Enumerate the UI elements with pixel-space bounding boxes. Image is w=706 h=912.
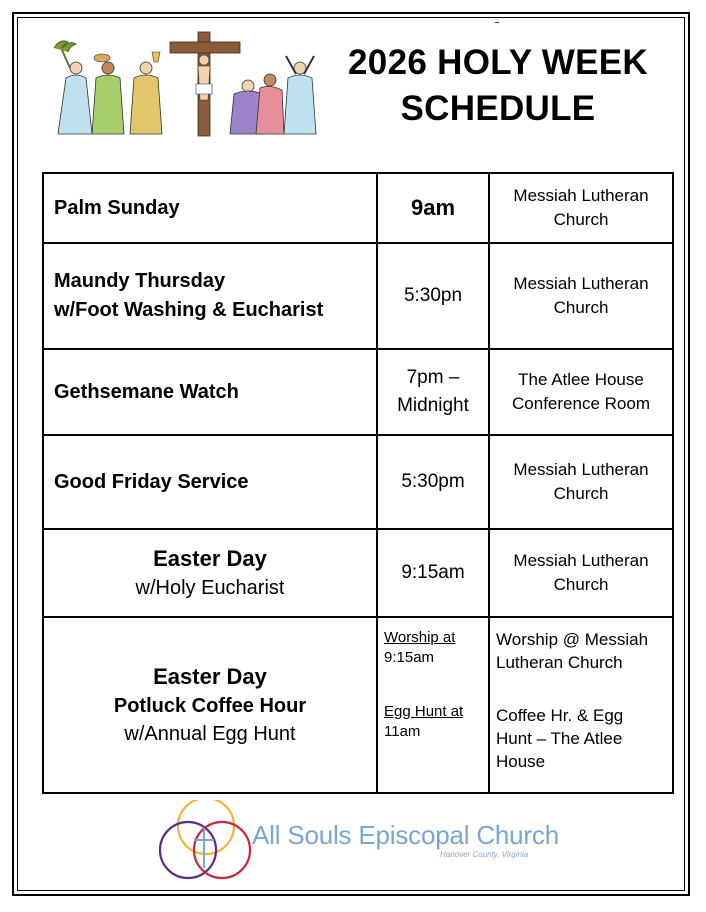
time-value: 11am <box>384 723 421 740</box>
time-value: 9:15am <box>384 649 435 666</box>
title-line-1: 2026 HOLY WEEK <box>348 43 648 82</box>
location-line: Church <box>553 298 609 317</box>
event-cell <box>43 173 377 243</box>
location-line: House <box>496 752 546 771</box>
event-name: Gethsemane Watch <box>54 380 239 403</box>
event-cell <box>43 349 377 435</box>
church-location: Hanover County, Virginia <box>440 850 529 859</box>
event-cell <box>43 435 377 529</box>
event-name: Good Friday Service <box>54 470 249 493</box>
spacer <box>384 668 482 702</box>
schedule-table <box>42 172 674 794</box>
event-name: Maundy Thursday <box>54 270 226 292</box>
event-name: Palm Sunday <box>54 196 180 219</box>
time-cell: 9:15am <box>377 529 489 617</box>
location-line: Messiah Lutheran <box>513 186 649 205</box>
table-row <box>43 435 673 529</box>
event-detail: w/Annual Egg Hunt <box>124 723 296 745</box>
church-name: All Souls Episcopal Church <box>252 820 559 850</box>
time-cell: 5:30pn <box>377 243 489 349</box>
event-cell <box>43 617 377 793</box>
time-line: 7pm – <box>406 367 460 388</box>
time-cell <box>377 349 489 435</box>
stray-mark <box>495 22 499 23</box>
table-row <box>43 349 673 435</box>
location-cell <box>489 617 673 793</box>
location-line: The Atlee House <box>518 370 644 389</box>
location-line: Coffee Hr. & Egg <box>496 706 624 725</box>
time-label: Egg Hunt at <box>384 703 464 720</box>
table-row <box>43 173 673 243</box>
event-name: Easter Day <box>153 546 267 571</box>
event-detail: w/Holy Eucharist <box>135 577 285 599</box>
time-cell: 9am <box>377 173 489 243</box>
event-cell <box>43 529 377 617</box>
location-line: Worship @ Messiah <box>496 630 649 649</box>
time-line: Midnight <box>397 395 469 416</box>
location-line: Messiah Lutheran <box>513 274 649 293</box>
holy-week-illustration-icon <box>48 28 320 138</box>
page-title <box>338 40 658 132</box>
location-line: Lutheran Church <box>496 653 623 672</box>
event-name: Easter Day <box>153 664 267 689</box>
time-cell <box>377 617 489 793</box>
table-row <box>43 529 673 617</box>
time-label: Worship at <box>384 629 456 646</box>
location-line: Church <box>553 210 609 229</box>
location-cell <box>489 173 673 243</box>
location-cell <box>489 529 673 617</box>
table-row <box>43 617 673 793</box>
title-line-2: SCHEDULE <box>400 89 596 128</box>
location-line: Church <box>553 484 609 503</box>
location-cell <box>489 435 673 529</box>
time-cell: 5:30pm <box>377 435 489 529</box>
location-line: Messiah Lutheran <box>513 551 649 570</box>
table-row <box>43 243 673 349</box>
location-cell <box>489 243 673 349</box>
location-line: Conference Room <box>512 394 650 413</box>
event-detail: Potluck Coffee Hour <box>113 695 307 717</box>
location-line: Church <box>553 575 609 594</box>
location-line: Hunt – The Atlee <box>496 729 623 748</box>
event-detail: w/Foot Washing & Eucharist <box>54 299 324 321</box>
location-line: Messiah Lutheran <box>513 460 649 479</box>
spacer <box>496 674 666 704</box>
event-cell <box>43 243 377 349</box>
location-cell <box>489 349 673 435</box>
